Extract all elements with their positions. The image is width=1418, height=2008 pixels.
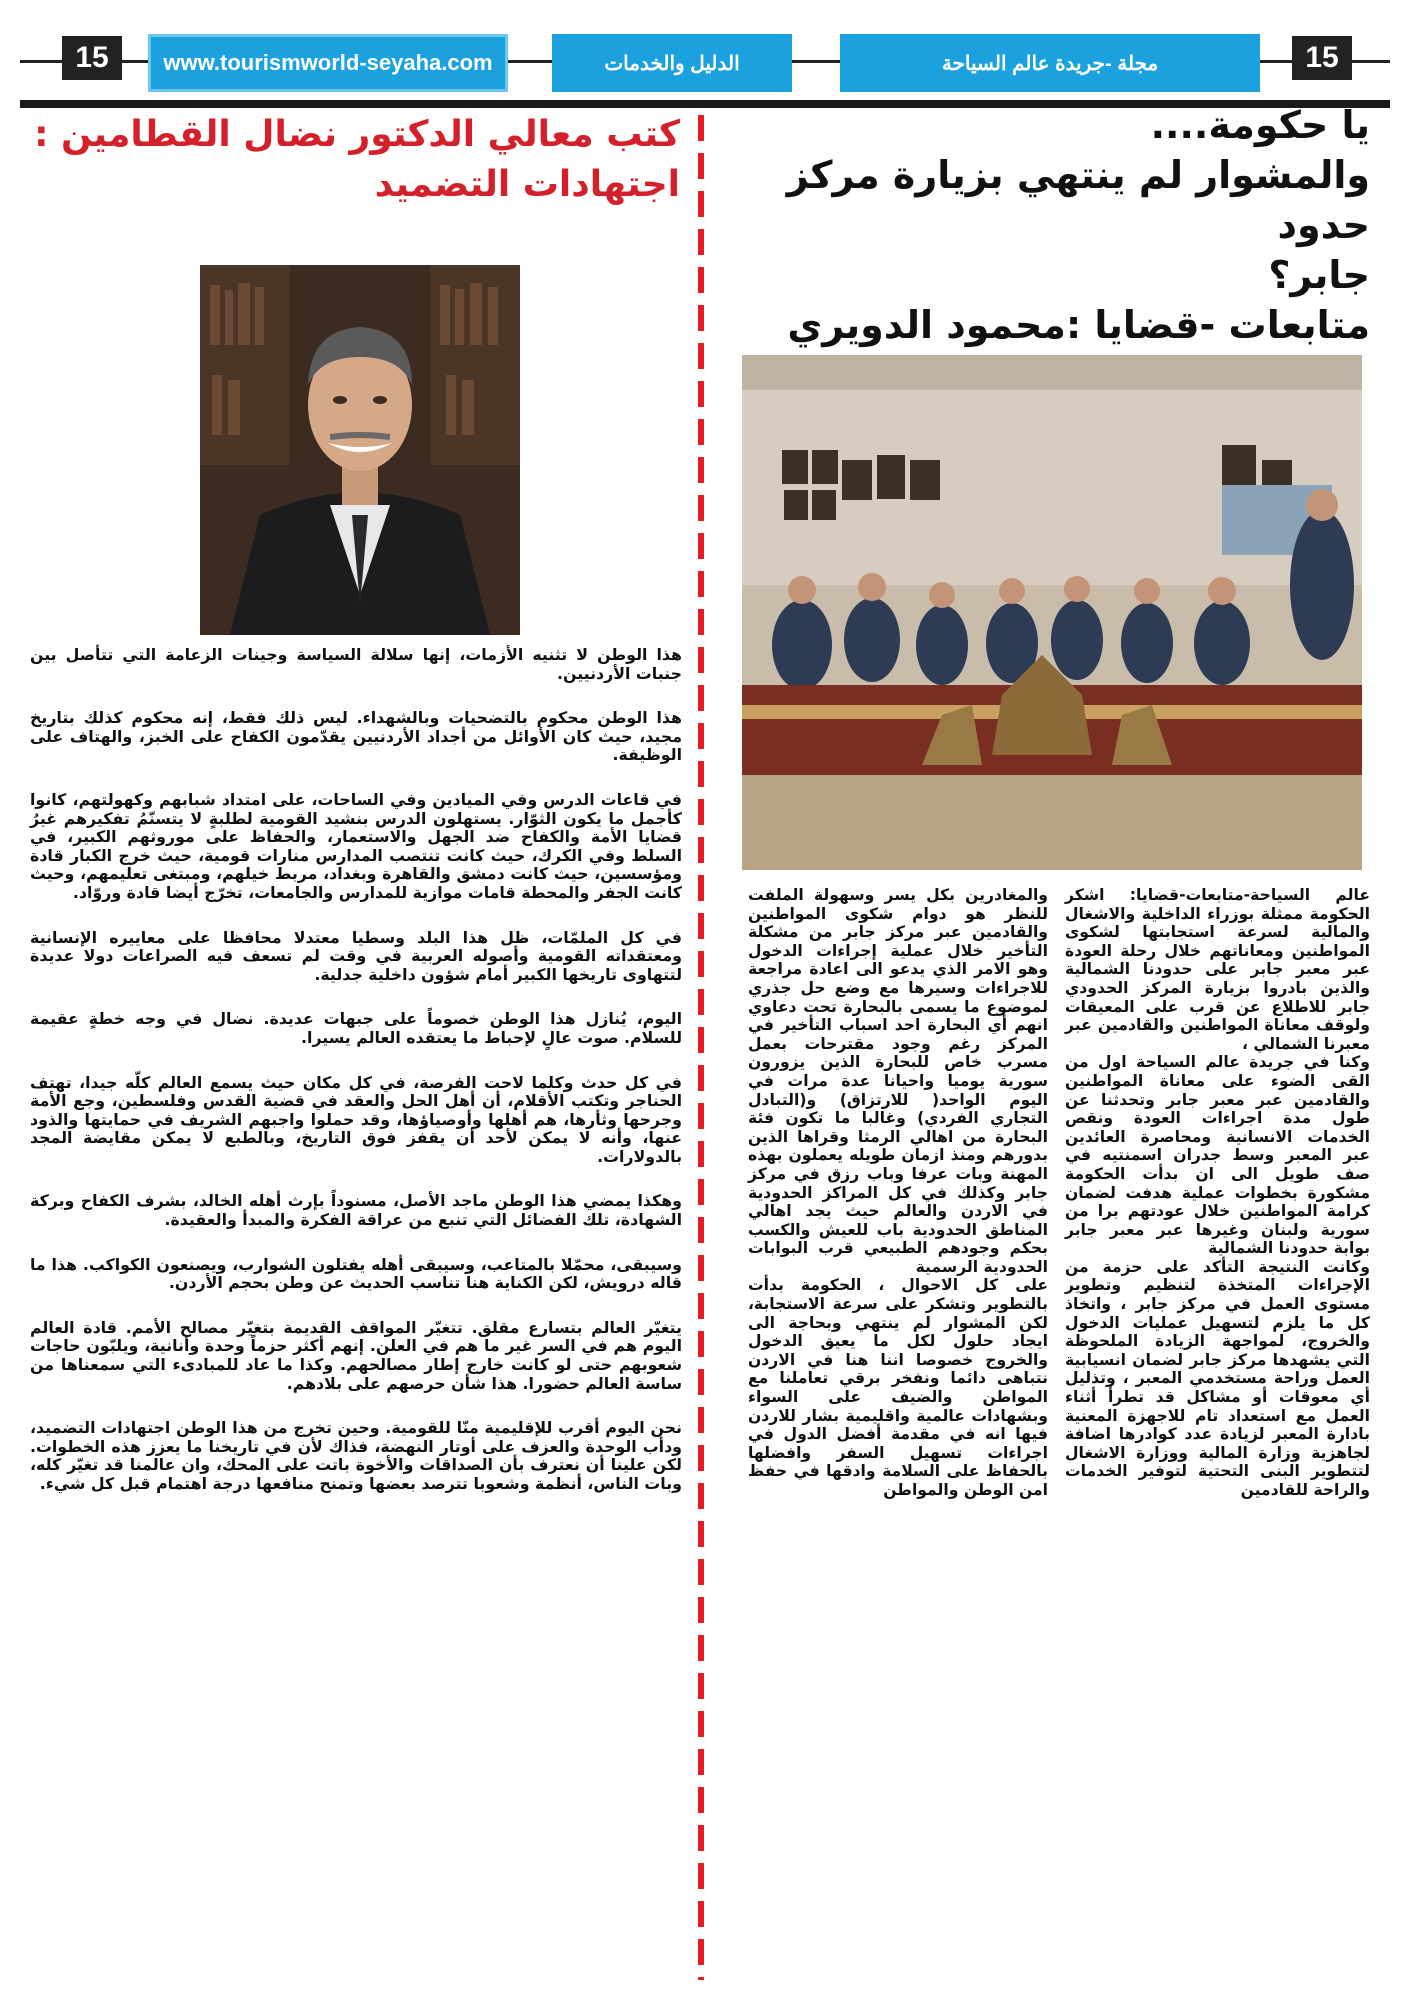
paragraph: اليوم، يُنازل هذا الوطن خصوماً على جبهات عديدة. نضال في وجه خطةٍ عقيمة للسلام. صوت عالٍ لإحباط ما يعتقده العالم يسيرا. xyxy=(30,1009,682,1047)
paragraph: في قاعات الدرس وفي الميادين وفي الساحات، على امتداد شبابهم وكهولتهم، كانوا كأجمل ما يكون الثوّار. يستهلون الدرس بنشيد القومية لطلبةٍ لا يتسنّمُ تفكيرهم غيرُ قضايا الأمة والكفاح ضد الجهل والاستعمار، والحفاظ على موروثهم الكبير، في السلط وفي الكرك، حيث كانت تنتصب المدارس منارات قومية، حيث خرج الكبار قادة ومؤسسين، حيث كانت دمشق والقاهرة وبغداد، مربط خيلهم، ومبتغى تعليمهم، وحيث كانت الجفر والمحطة قامات موازية للمدارس والجامعات، تخرّج أيضا قادة وروّاد. xyxy=(30,789,682,902)
paragraph: يتغيّر العالم بتسارع مقلق. تتغيّر المواقف القديمة بتغيّر مصالح الأمم. قادة العالم اليوم هم في السر غير ما هم في العلن. إنهم أكثر حزماً وحدة وأنانية، ويلبّون حاجات شعوبهم حتى لو كانت خارج إطار مصالحهم. وكذا ما عاد للمبادىء التي سمعناها من ساسة العالم حضورا. هذا شأن حرصهم على بلادهم. xyxy=(30,1317,682,1393)
paragraph: في كل الملمّات، ظل هذا البلد وسطيا معتدلا محافظا على معاييره الإنسانية ومعتقداته القومية وأصوله العربية في وقت لم تسعف فيه الصراعات دولا عديدة لتتهاوى تاريخها الكبير أمام شؤون داخلية جدلية. xyxy=(30,927,682,984)
title-line: اجتهادات التضميد xyxy=(374,164,680,205)
website-url[interactable]: www.tourismworld-seyaha.com xyxy=(148,34,508,92)
paragraph: نحن اليوم أقرب للإقليمية منّا للقومية. وحين تخرج من هذا الوطن اجتهادات التضميد، ودأب الوحدة والعزف على أوتار النهضة، فذاك لأن في تاريخنا ما يعزز هذه الخطوات. لكن علينا أن نعترف بأن الصداقات والأخوة باتت على المحك، وان عالمنا قد تغيّر كله، وبات الناس، أنظمة وشعوبا تترصد بعضها وتمنح منافعها درجة اهتمام قبل كل شيء. xyxy=(30,1418,682,1493)
section-label: الدليل والخدمات xyxy=(552,34,792,92)
paragraph: وهكذا يمضي هذا الوطن ماجد الأصل، مسنوداً بإرث أهله الخالد، بشرف الكفاح وبركة الشهادة، تلك الفضائل التي تنبع من عراقة الفكرة والمبدأ والعقيدة. xyxy=(30,1191,682,1230)
title-line: يا حكومة.... xyxy=(1150,103,1370,147)
meeting-illustration xyxy=(742,355,1362,870)
paragraph: عالم السياحة-متابعات-قضايا: اشكر الحكومة ممثلة بوزراء الداخلية والاشغال والمالية لسرعة استجابتها لشكوى المواطنين ومعاناتهم خلال رحلة العودة عبر معبر جابر على حدودنا الشمالية والذين بادروا بزيارة المركز الحدودي جابر للاطلاع عن قرب على المعيقات ولوقف معاناة المواطنين والقادمين عبر معبرنا الشمالي ، xyxy=(1065,886,1370,1053)
title-line: والمشوار لم ينتهي بزيارة مركز حدود xyxy=(786,153,1370,247)
right-article-column-1 xyxy=(1065,886,1370,1500)
byline: متابعات -قضايا :محمود الدويري xyxy=(787,303,1370,347)
title-line: كتب معالي الدكتور نضال القطامين : xyxy=(34,114,680,155)
page-number-left: 15 xyxy=(62,36,122,80)
left-article-body xyxy=(30,646,682,1520)
title-line: جابر؟ xyxy=(1268,253,1370,297)
publication-name: مجلة -جريدة عالم السياحة xyxy=(840,34,1260,92)
portrait-illustration xyxy=(200,265,520,635)
paragraph: في كل حدث وكلما لاحت الفرصة، في كل مكان حيث يسمع العالم كلّه جيدا، تهتف الحناجر وتكتب الأقلام، أن أهل الحل والعقد في قضية القدس وفلسطين، وجع الأمة وجرحها وثأرها، هم أهلها وأوصياؤها، وقد حملوا واجبهم الشريف في حمايتها والذود عنها، وأنه لا يمكن لأحد أن يقفز فوق التاريخ، وبالطبع لا يمكن مقايضة المجد بالدولارات. xyxy=(30,1072,682,1166)
paragraph: وسيبقى، محمّلا بالمتاعب، وسيبقى أهله يفتلون الشوارب، ويصنعون الكواكب. هذا ما قاله درويش، لكن الكناية هنا تناسب الحديث عن وطن بحجم الأردن. xyxy=(30,1254,682,1293)
left-article-title xyxy=(20,110,680,210)
right-article-column-2 xyxy=(748,886,1048,1500)
paragraph: وكنا في جريدة عالم السياحة اول من القى الضوء على معاناة المواطنين والقادمين عبر معبر جابر وتحدثنا عن طول مدة اجراءات العودة ونقص الخدمات الانسانية ومحاصرة العائدين عبر المعبر وسط جدران اسمنتيه في صف طويل الى ان بدأت الحكومة مشكورة بخطوات عملية هدفت لضمان كرامة المواطنين خلال عودتهم برا من سورية ولبنان وغيرها عبر معبر جابر بوابة حدودنا الشمالية xyxy=(1065,1053,1370,1258)
author-portrait-photo xyxy=(200,265,520,635)
paragraph: هذا الوطن لا تثنيه الأزمات، إنها سلالة السياسة وجينات الزعامة التي تتأصل بين جنبات الأردنيين. xyxy=(30,645,682,683)
paragraph: والمغادرين بكل يسر وسهولة الملفت للنظر هو دوام شكوى المواطنين والقادمين عبر مركز جابر من مشكلة التأخير خلال عملية إجراءات الدخول وهو الامر الذي يدعو الى اعادة مراجعة للاجراءات وسيرها مع وضع حل جذري لموضوع ما يسمى بالبحارة تحت دعاوي انهم أي البحارة احد اسباب التأخير في المركز رغم وجود مقترحات بعمل مسرب خاص للبحارة الذين يزورون سورية يوميا واحيانا عدة مرات في اليوم الواحد( للارتزاق) و(التبادل التجاري الفردي) وغالبا ما تكون فئة البحارة من اهالي الرمثا وقراها الذين بدورهم ومنذ ازمان طويله يعملون بهذه المهنة وبات عرفا وباب رزق في مركز جابر وكذلك في كل المراكز الحدودية في الاردن والعالم حيث يجد اهالي المناطق الحدودية باب للعيش والكسب بحكم وجودهم الطبيعي قرب البوابات الحدودية الرسمية xyxy=(748,886,1048,1276)
right-article-title xyxy=(725,100,1370,350)
paragraph: هذا الوطن محكوم بالتضحيات وبالشهداء. ليس ذلك فقط، إنه محكوم كذلك بتاريخ مجيد، حيث كان الأوائل من أجداد الأردنيين يقدّمون الكفاح على الخبز، والهتاف على الوظيفة. xyxy=(30,708,682,765)
paragraph: على كل الاحوال ، الحكومة بدأت بالتطوير وتشكر على سرعة الاستجابة، لكن المشوار لم ينتهي وبحاجة الى ايجاد حلول لكل ما يعيق الدخول والخروج خصوصا اننا هنا في الاردن نتباهى دائما ونفخر برقي تعاملنا مع المواطن والضيف على السواء وبشهادات عالمية واقليمية بشار للاردن فيها انه في مقدمة أفضل الدول في اجراءات تسهيل السفر وافضلها بالحفاظ على السلامة وادقها في حفظ امن الوطن والمواطن xyxy=(748,1276,1048,1499)
column-divider xyxy=(698,115,704,1980)
meeting-group-photo xyxy=(742,355,1362,870)
page-number-right: 15 xyxy=(1292,36,1352,80)
paragraph: وكانت النتيجة التأكد على حزمة من الإجراءات المتخذة لتنظيم وتطوير مستوى العمل في مركز جابر ، واتخاذ كل ما يلزم لتسهيل عمليات الدخول والخروج، لمواجهة الزيادة الملحوظة التي يشهدها مركز جابر لضمان انسيابية العمل وراحة مستخدمي المعبر ، وتذليل أي معوقات أو مشاكل قد تطرأ أثناء العمل مع استعداد تام للاجهزة المعنية بادارة المعبر لزيادة عدد كوادرها اضافة لجاهزية وزارة المالية ووزارة الاشغال لتتطوير البنى التحتية لتوفير الخدمات والراحة للقادمين xyxy=(1065,1257,1370,1499)
